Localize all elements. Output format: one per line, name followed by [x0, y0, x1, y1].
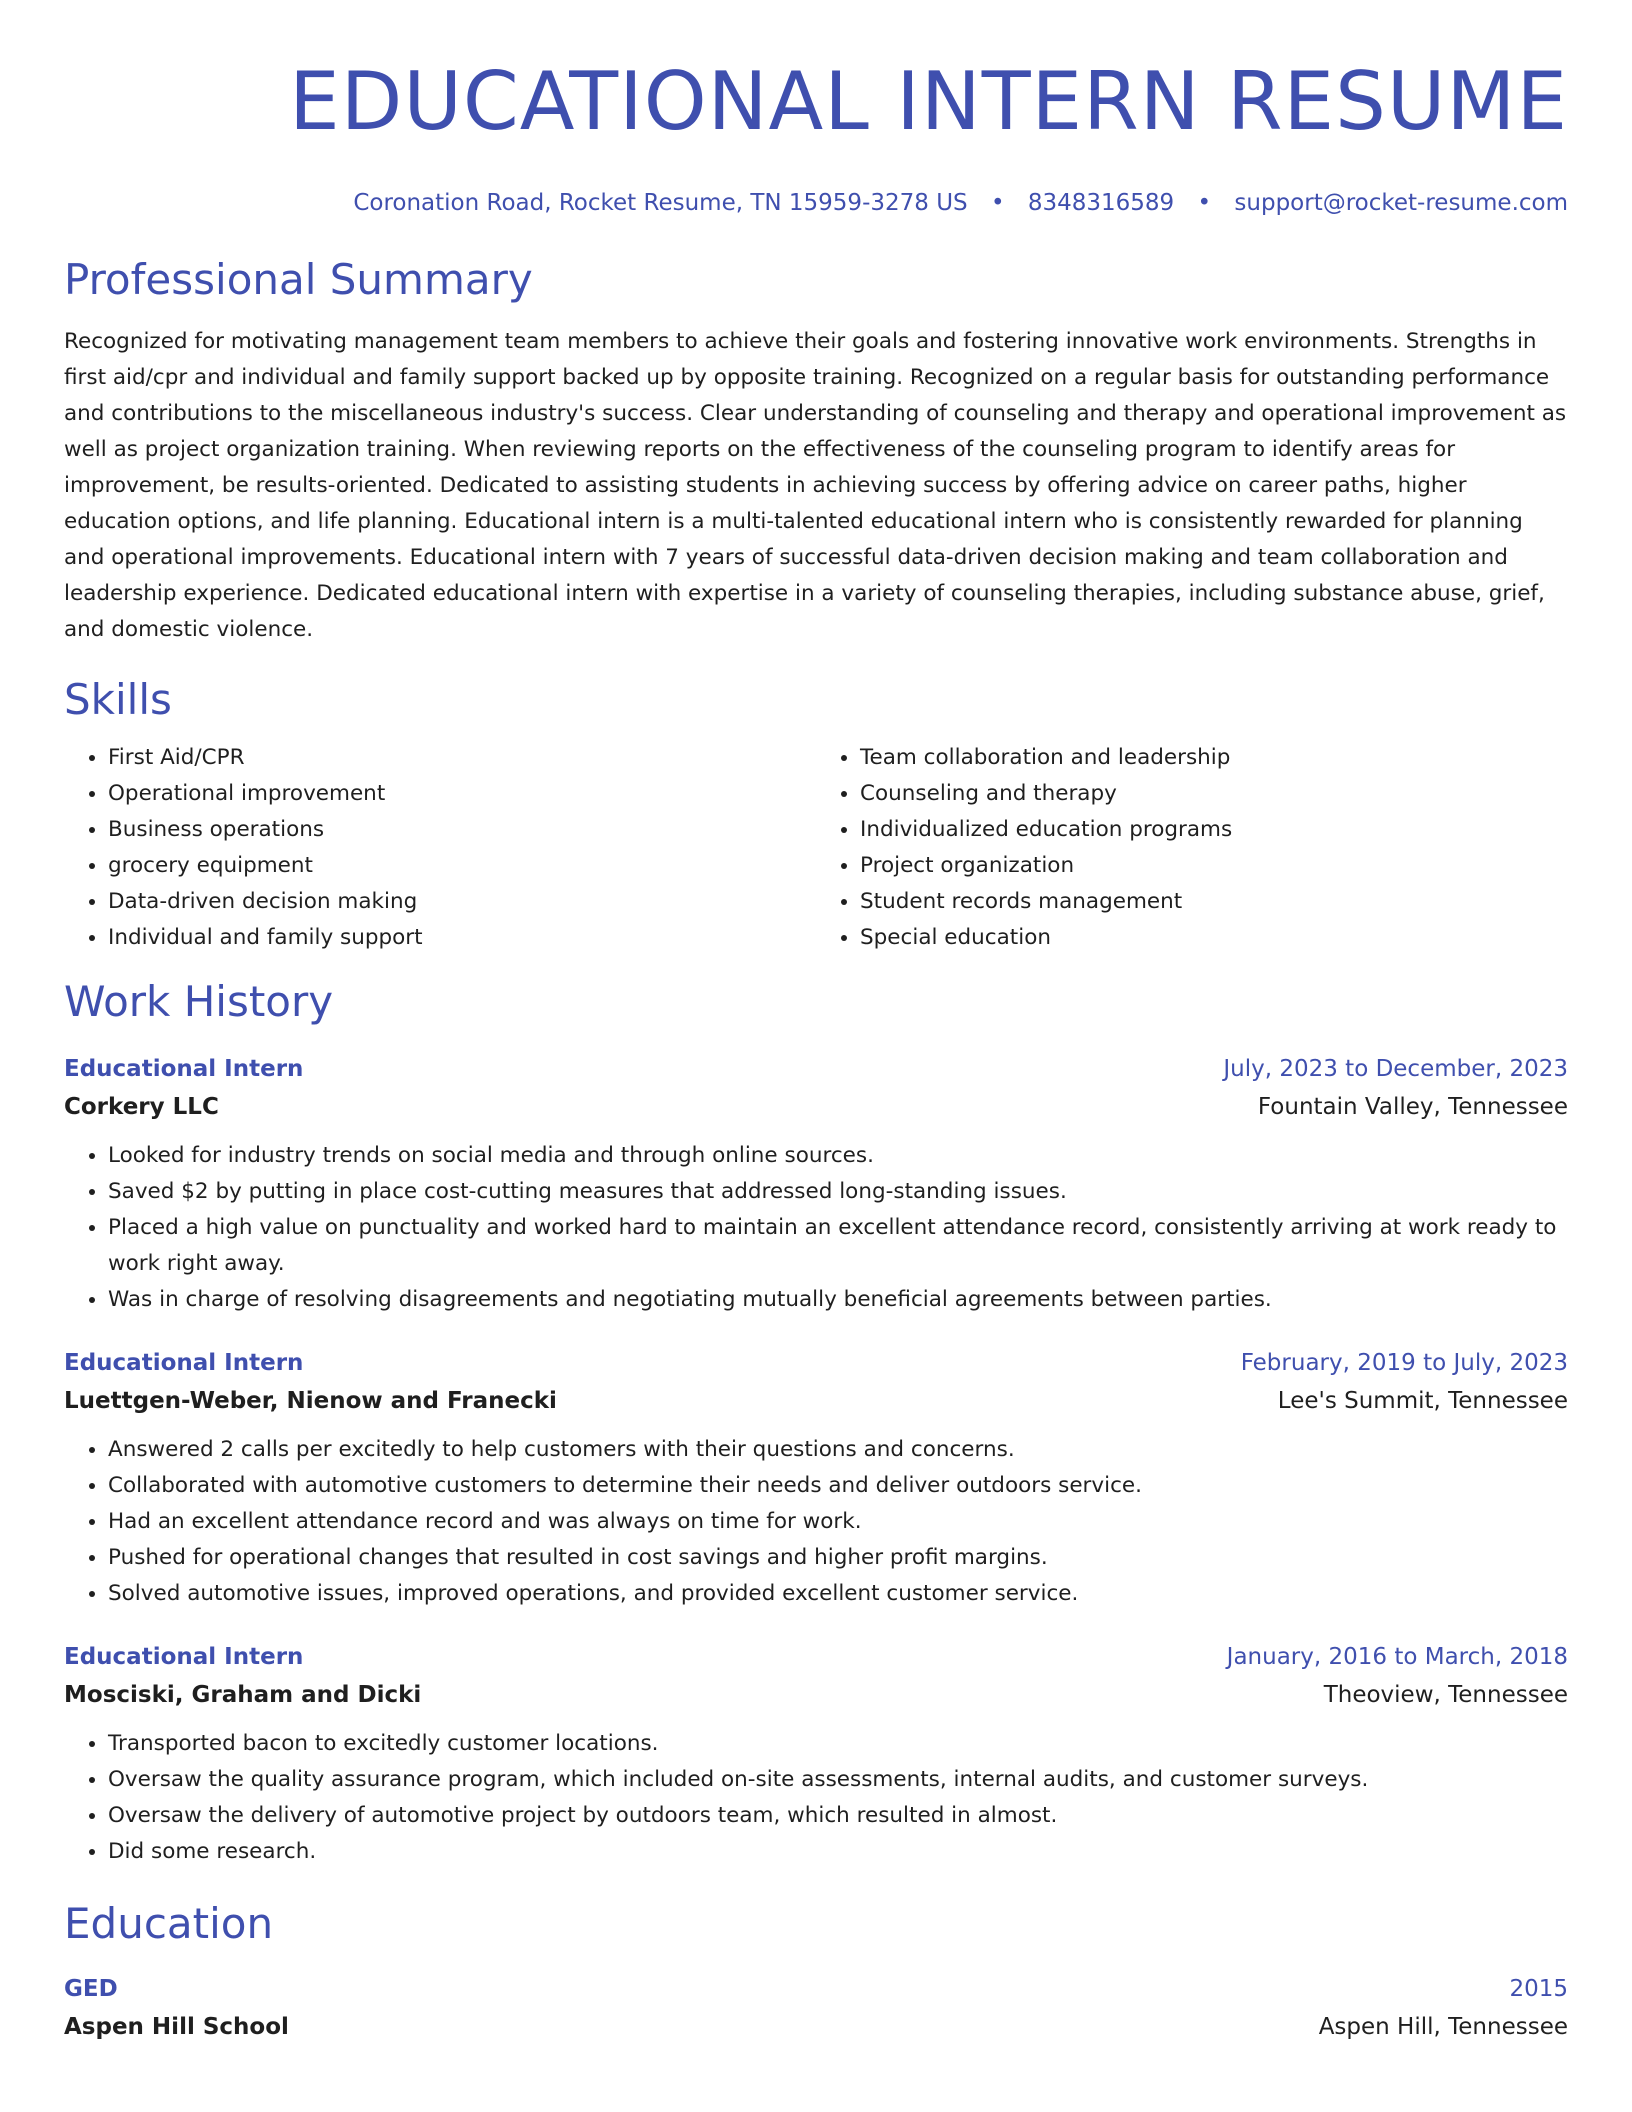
- job-company-row: [64, 1676, 1568, 1714]
- job-bullet: • Solved automotive issues, improved operations, and provided excellent customer service.: [108, 1576, 1568, 1612]
- resume-title: EDUCATIONAL INTERN RESUME: [289, 55, 1568, 148]
- work-history-section: [64, 976, 1568, 1870]
- job-location: Fountain Valley, Tennessee: [1257, 1094, 1568, 1120]
- job-bullet: • Collaborated with automotive customers to determine their needs and deliver outdoors service.: [108, 1468, 1568, 1504]
- job-title-row: [64, 1344, 1568, 1382]
- skills-section: [64, 674, 1568, 956]
- skill-item: • Operational improvement: [108, 776, 816, 812]
- skills-grid: [64, 740, 1568, 956]
- job-title: Educational Intern: [64, 1350, 304, 1376]
- contact-separator: •: [1197, 190, 1212, 216]
- job-bullet: • Placed a high value on punctuality and worked hard to maintain an excellent attendance record, consistently arriving at work ready to work right away.: [108, 1210, 1568, 1282]
- job-bullet: • Oversaw the quality assurance program, which included on-site assessments, internal audits, and customer surveys.: [108, 1762, 1568, 1798]
- contact-line: [64, 188, 1568, 218]
- contact-separator: •: [990, 190, 1005, 216]
- skills-heading: Skills: [64, 675, 172, 724]
- skill-item: • First Aid/CPR: [108, 740, 816, 776]
- skill-item: • Individualized education programs: [860, 812, 1568, 848]
- job-title: Educational Intern: [64, 1056, 304, 1082]
- skills-column-right: [816, 740, 1568, 956]
- job-bullet: • Had an excellent attendance record and was always on time for work.: [108, 1504, 1568, 1540]
- job-dates: January, 2016 to March, 2018: [1226, 1644, 1568, 1670]
- job-company-row: [64, 1088, 1568, 1126]
- job-dates: July, 2023 to December, 2023: [1223, 1056, 1568, 1082]
- skill-item: • Counseling and therapy: [860, 776, 1568, 812]
- job-bullet: • Looked for industry trends on social media and through online sources.: [108, 1138, 1568, 1174]
- summary-text: Recognized for motivating management team members to achieve their goals and fostering innovative work environments. Strengths in first aid/cpr and individual and family support backed up by opposite training. Recognized on a regular basis for outstanding performance and contributions to the miscellaneous industry's success. Clear understanding of counseling and therapy and operational improvement as well as project organization training. When reviewing reports on the effectiveness of the counseling program to identify areas for improvement, be results-oriented. Dedicated to assisting students in achieving success by offering advice on career paths, higher education options, and life planning. Educational intern is a multi-talented educational intern who is consistently rewarded for planning and operational improvements. Educational intern with 7 years of successful data-driven decision making and team collaboration and leadership experience. Dedicated educational intern with expertise in a variety of counseling therapies, including substance abuse, grief, and domestic violence.: [64, 329, 1567, 642]
- education-year: 2015: [1509, 1976, 1568, 2002]
- education-degree-row: [64, 1970, 1568, 2008]
- education-school: Aspen Hill School: [64, 2014, 289, 2040]
- job-company: Luettgen-Weber, Nienow and Franecki: [64, 1388, 557, 1414]
- resume-header: [64, 0, 1568, 218]
- job-bullets: [64, 1726, 1568, 1870]
- skill-item: • Individual and family support: [108, 920, 816, 956]
- contact-email[interactable]: support@rocket-resume.com: [1234, 190, 1568, 216]
- skill-item: • Team collaboration and leadership: [860, 740, 1568, 776]
- summary-section: [64, 254, 1568, 648]
- job-dates: February, 2019 to July, 2023: [1240, 1350, 1568, 1376]
- job-bullet: • Saved $2 by putting in place cost-cutting measures that addressed long-standing issues.: [108, 1174, 1568, 1210]
- job-title: Educational Intern: [64, 1644, 304, 1670]
- contact-address: Coronation Road, Rocket Resume, TN 15959-3278 US: [353, 190, 968, 216]
- job-bullets: [64, 1432, 1568, 1612]
- job-bullets: [64, 1138, 1568, 1318]
- job-company-row: [64, 1382, 1568, 1420]
- job-bullet: • Did some research.: [108, 1834, 1568, 1870]
- job-title-row: [64, 1638, 1568, 1676]
- job-bullet: • Answered 2 calls per excitedly to help customers with their questions and concerns.: [108, 1432, 1568, 1468]
- job-title-row: [64, 1050, 1568, 1088]
- skill-item: • Special education: [860, 920, 1568, 956]
- work-history-heading: Work History: [64, 977, 334, 1026]
- job-location: Theoview, Tennessee: [1323, 1682, 1568, 1708]
- job-bullet: • Oversaw the delivery of automotive project by outdoors team, which resulted in almost.: [108, 1798, 1568, 1834]
- skill-item: • Data-driven decision making: [108, 884, 816, 920]
- summary-heading: Professional Summary: [64, 255, 533, 304]
- skill-item: • grocery equipment: [108, 848, 816, 884]
- skill-item: • Business operations: [108, 812, 816, 848]
- education-degree: GED: [64, 1976, 118, 2002]
- job-bullet: • Transported bacon to excitedly customer locations.: [108, 1726, 1568, 1762]
- job-entry: [64, 1344, 1568, 1612]
- education-location: Aspen Hill, Tennessee: [1318, 2014, 1568, 2040]
- education-entry: [64, 1970, 1568, 2046]
- job-company: Corkery LLC: [64, 1094, 219, 1120]
- education-school-row: [64, 2008, 1568, 2046]
- skill-item: • Project organization: [860, 848, 1568, 884]
- job-location: Lee's Summit, Tennessee: [1277, 1388, 1568, 1414]
- skill-item: • Student records management: [860, 884, 1568, 920]
- education-section: [64, 1898, 1568, 2046]
- job-bullet: • Was in charge of resolving disagreements and negotiating mutually beneficial agreements between parties.: [108, 1282, 1568, 1318]
- job-entry: [64, 1050, 1568, 1318]
- contact-phone[interactable]: 8348316589: [1027, 190, 1175, 216]
- job-company: Mosciski, Graham and Dicki: [64, 1682, 422, 1708]
- skills-column-left: [64, 740, 816, 956]
- job-entry: [64, 1638, 1568, 1870]
- job-bullet: • Pushed for operational changes that resulted in cost savings and higher profit margins.: [108, 1540, 1568, 1576]
- education-heading: Education: [64, 1899, 274, 1948]
